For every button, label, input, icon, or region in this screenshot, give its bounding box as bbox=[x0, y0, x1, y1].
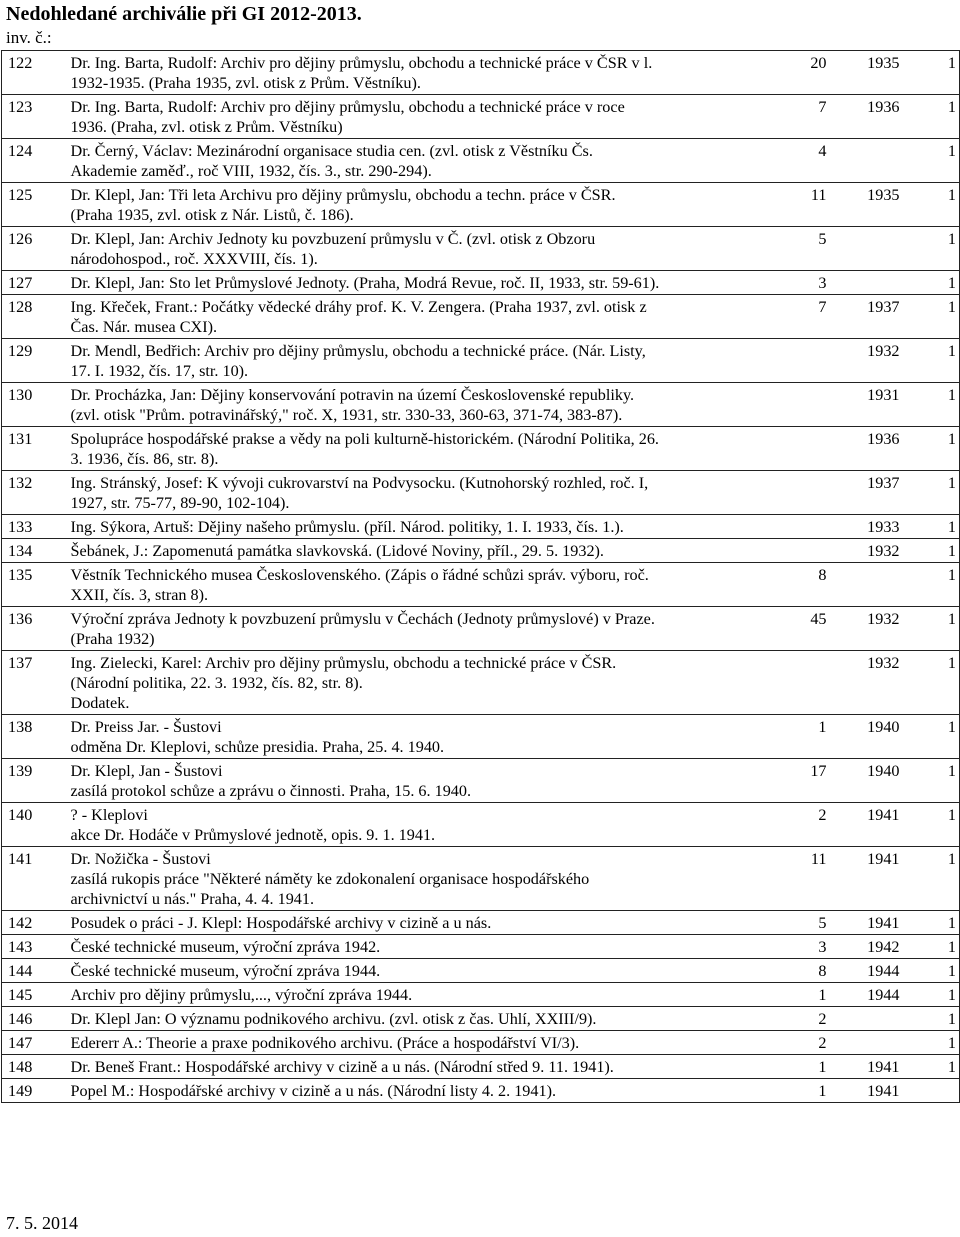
description-line: (Praha 1932) bbox=[70, 630, 155, 648]
quantity-cell: 1 bbox=[914, 471, 960, 515]
description-line: Ing. Křeček, Frant.: Počátky vědecké dráhy prof. K. V. Zengera. (Praha 1937, zvl. otisk z bbox=[70, 298, 647, 316]
description-line: Věstník Technického musea Československého. (Zápis o řádné schůzi správ. výboru, roč. bbox=[70, 566, 649, 584]
year-cell: 1940 bbox=[831, 715, 914, 759]
description-cell bbox=[66, 139, 789, 183]
table-row bbox=[2, 339, 960, 383]
quantity-cell: 1 bbox=[914, 607, 960, 651]
description-line: Popel M.: Hospodářské archivy v cizině a u nás. (Národní listy 4. 2. 1941). bbox=[70, 1082, 557, 1100]
count-cell bbox=[789, 339, 831, 383]
inventory-number-cell: 133 bbox=[2, 515, 66, 539]
table-row bbox=[2, 1031, 960, 1055]
inventory-number-cell: 146 bbox=[2, 1007, 66, 1031]
description-line: Dr. Procházka, Jan: Dějiny konservování potravin na území Československé republiky. bbox=[70, 386, 635, 404]
description-line: národohospod., roč. XXXVIII, čís. 1). bbox=[70, 250, 318, 268]
description-cell bbox=[66, 515, 789, 539]
description-cell bbox=[66, 651, 789, 715]
year-cell bbox=[831, 139, 914, 183]
count-cell: 11 bbox=[789, 847, 831, 911]
description-cell bbox=[66, 183, 789, 227]
description-line: Dr. Mendl, Bedřich: Archiv pro dějiny průmyslu, obchodu a technické práce. (Nár. Listy, bbox=[70, 342, 646, 360]
table-row bbox=[2, 227, 960, 271]
count-cell bbox=[789, 471, 831, 515]
year-cell: 1941 bbox=[831, 1079, 914, 1103]
quantity-cell: 1 bbox=[914, 271, 960, 295]
year-cell: 1937 bbox=[831, 295, 914, 339]
count-cell bbox=[789, 515, 831, 539]
inventory-number-cell: 132 bbox=[2, 471, 66, 515]
count-cell: 8 bbox=[789, 563, 831, 607]
count-cell: 5 bbox=[789, 911, 831, 935]
year-cell: 1931 bbox=[831, 383, 914, 427]
year-cell: 1940 bbox=[831, 759, 914, 803]
description-cell bbox=[66, 227, 789, 271]
table-row bbox=[2, 715, 960, 759]
description-line: Šebánek, J.: Zapomenutá památka slavkovská. (Lidové Noviny, příl., 29. 5. 1932). bbox=[70, 542, 604, 560]
year-cell: 1936 bbox=[831, 95, 914, 139]
quantity-cell: 1 bbox=[914, 51, 960, 95]
description-line: Dr. Klepl, Jan - Šustovi bbox=[70, 762, 223, 780]
table-row bbox=[2, 1079, 960, 1103]
description-cell bbox=[66, 271, 789, 295]
description-cell bbox=[66, 427, 789, 471]
table-row bbox=[2, 515, 960, 539]
quantity-cell: 1 bbox=[914, 563, 960, 607]
table-row bbox=[2, 1007, 960, 1031]
count-cell: 7 bbox=[789, 295, 831, 339]
year-cell: 1937 bbox=[831, 471, 914, 515]
quantity-cell: 1 bbox=[914, 715, 960, 759]
description-line: Posudek o práci - J. Klepl: Hospodářské archivy v cizině a u nás. bbox=[70, 914, 492, 932]
footer-date: 7. 5. 2014 bbox=[6, 1213, 78, 1233]
year-cell bbox=[831, 1007, 914, 1031]
description-cell bbox=[66, 803, 789, 847]
description-line: (Praha 1935, zvl. otisk z Nár. Listů, č. 186). bbox=[70, 206, 354, 224]
table-row bbox=[2, 983, 960, 1007]
description-cell bbox=[66, 959, 789, 983]
quantity-cell: 1 bbox=[914, 139, 960, 183]
inventory-number-cell: 131 bbox=[2, 427, 66, 471]
table-row bbox=[2, 1055, 960, 1079]
quantity-cell: 1 bbox=[914, 383, 960, 427]
table-row bbox=[2, 759, 960, 803]
description-cell bbox=[66, 983, 789, 1007]
count-cell bbox=[789, 383, 831, 427]
year-cell: 1935 bbox=[831, 183, 914, 227]
description-line: Výroční zpráva Jednoty k povzbuzení průmyslu v Čechách (Jednoty průmyslové) v Praze. bbox=[70, 610, 655, 628]
description-line: zasílá protokol schůze a zprávu o činnosti. Praha, 15. 6. 1940. bbox=[70, 782, 472, 800]
table-row bbox=[2, 471, 960, 515]
year-cell: 1932 bbox=[831, 339, 914, 383]
year-cell: 1932 bbox=[831, 607, 914, 651]
count-cell: 17 bbox=[789, 759, 831, 803]
year-cell bbox=[831, 271, 914, 295]
description-line: Ing. Zielecki, Karel: Archiv pro dějiny průmyslu, obchodu a technické práce v ČSR. bbox=[70, 654, 617, 672]
description-line: Akademie zaměď., roč VIII, 1932, čís. 3., str. 290-294). bbox=[70, 162, 432, 180]
count-cell: 8 bbox=[789, 959, 831, 983]
table-row bbox=[2, 911, 960, 935]
count-cell: 5 bbox=[789, 227, 831, 271]
year-cell: 1941 bbox=[831, 847, 914, 911]
year-cell: 1944 bbox=[831, 959, 914, 983]
description-cell bbox=[66, 935, 789, 959]
table-row bbox=[2, 295, 960, 339]
inventory-number-cell: 127 bbox=[2, 271, 66, 295]
year-cell bbox=[831, 1031, 914, 1055]
year-cell: 1933 bbox=[831, 515, 914, 539]
table-row bbox=[2, 427, 960, 471]
count-cell: 11 bbox=[789, 183, 831, 227]
inventory-number-cell: 137 bbox=[2, 651, 66, 715]
quantity-cell: 1 bbox=[914, 759, 960, 803]
inventory-number-cell: 147 bbox=[2, 1031, 66, 1055]
description-cell bbox=[66, 1031, 789, 1055]
description-line: Dr. Klepl, Jan: Archiv Jednoty ku povzbuzení průmyslu v Č. (zvl. otisk z Obzoru bbox=[70, 230, 596, 248]
inventory-number-cell: 145 bbox=[2, 983, 66, 1007]
description-line: Dr. Ing. Barta, Rudolf: Archiv pro dějiny průmyslu, obchodu a technické práce v roce bbox=[70, 98, 625, 116]
description-cell bbox=[66, 1007, 789, 1031]
inventory-number-cell: 134 bbox=[2, 539, 66, 563]
count-cell bbox=[789, 651, 831, 715]
description-line: archivnictví u nás." Praha, 4. 4. 1941. bbox=[70, 890, 315, 908]
year-cell bbox=[831, 227, 914, 271]
table-row bbox=[2, 959, 960, 983]
description-cell bbox=[66, 339, 789, 383]
inventory-number-cell: 128 bbox=[2, 295, 66, 339]
year-cell bbox=[831, 563, 914, 607]
count-cell: 2 bbox=[789, 1007, 831, 1031]
inventory-number-cell: 148 bbox=[2, 1055, 66, 1079]
quantity-cell: 1 bbox=[914, 227, 960, 271]
document-title: Nedohledané archiválie při GI 2012-2013. bbox=[6, 3, 362, 25]
year-cell: 1932 bbox=[831, 651, 914, 715]
description-line: ? - Kleplovi bbox=[70, 806, 148, 824]
description-line: Dr. Preiss Jar. - Šustovi bbox=[70, 718, 222, 736]
quantity-cell: 1 bbox=[914, 183, 960, 227]
quantity-cell: 1 bbox=[914, 651, 960, 715]
table-row bbox=[2, 847, 960, 911]
quantity-cell: 1 bbox=[914, 803, 960, 847]
quantity-cell: 1 bbox=[914, 1007, 960, 1031]
description-line: Ing. Sýkora, Artuš: Dějiny našeho průmyslu. (příl. Národ. politiky, 1. I. 1933, čís. 1.). bbox=[70, 518, 624, 536]
quantity-cell bbox=[914, 1079, 960, 1103]
inventory-number-cell: 142 bbox=[2, 911, 66, 935]
description-cell bbox=[66, 471, 789, 515]
description-line: Dr. Klepl, Jan: Tři leta Archivu pro dějiny průmyslu, obchodu a techn. práce v ČSR. bbox=[70, 186, 616, 204]
description-cell bbox=[66, 607, 789, 651]
inventory-number-cell: 140 bbox=[2, 803, 66, 847]
count-cell: 2 bbox=[789, 1031, 831, 1055]
inventory-number-cell: 135 bbox=[2, 563, 66, 607]
count-cell bbox=[789, 427, 831, 471]
inventory-number-cell: 143 bbox=[2, 935, 66, 959]
description-cell bbox=[66, 383, 789, 427]
inventory-number-cell: 125 bbox=[2, 183, 66, 227]
description-cell bbox=[66, 563, 789, 607]
table-row bbox=[2, 607, 960, 651]
inventory-number-label: inv. č.: bbox=[6, 28, 52, 47]
quantity-cell: 1 bbox=[914, 339, 960, 383]
description-line: (zvl. otisk "Prům. potravinářský," roč. X, 1931, str. 330-33, 360-63, 371-74, 383-87). bbox=[70, 406, 623, 424]
inventory-number-cell: 130 bbox=[2, 383, 66, 427]
quantity-cell: 1 bbox=[914, 1031, 960, 1055]
quantity-cell: 1 bbox=[914, 427, 960, 471]
table-row bbox=[2, 51, 960, 95]
description-line: 3. 1936, čís. 86, str. 8). bbox=[70, 450, 219, 468]
quantity-cell: 1 bbox=[914, 295, 960, 339]
inventory-number-cell: 126 bbox=[2, 227, 66, 271]
table-row bbox=[2, 271, 960, 295]
quantity-cell: 1 bbox=[914, 959, 960, 983]
count-cell: 1 bbox=[789, 1079, 831, 1103]
table-row bbox=[2, 183, 960, 227]
description-cell bbox=[66, 759, 789, 803]
year-cell: 1941 bbox=[831, 803, 914, 847]
quantity-cell: 1 bbox=[914, 539, 960, 563]
year-cell: 1944 bbox=[831, 983, 914, 1007]
description-line: Archiv pro dějiny průmyslu,..., výroční zpráva 1944. bbox=[70, 986, 413, 1004]
quantity-cell: 1 bbox=[914, 95, 960, 139]
quantity-cell: 1 bbox=[914, 515, 960, 539]
description-cell bbox=[66, 1055, 789, 1079]
description-cell bbox=[66, 51, 789, 95]
count-cell: 3 bbox=[789, 271, 831, 295]
quantity-cell: 1 bbox=[914, 911, 960, 935]
inventory-number-cell: 123 bbox=[2, 95, 66, 139]
description-line: Čas. Nár. musea CXI). bbox=[70, 318, 218, 336]
inventory-number-cell: 138 bbox=[2, 715, 66, 759]
description-cell bbox=[66, 911, 789, 935]
description-cell bbox=[66, 539, 789, 563]
description-line: Dr. Ing. Barta, Rudolf: Archiv pro dějiny průmyslu, obchodu a technické práce v ČSR v l. bbox=[70, 54, 653, 72]
table-row bbox=[2, 563, 960, 607]
count-cell: 4 bbox=[789, 139, 831, 183]
description-line: 17. I. 1932, čís. 17, str. 10). bbox=[70, 362, 249, 380]
description-line: Ing. Stránský, Josef: K vývoji cukrovarství na Podvysocku. (Kutnohorský rozhled, roč. I, bbox=[70, 474, 649, 492]
description-line: Dr. Klepl, Jan: Sto let Průmyslové Jednoty. (Praha, Modrá Revue, roč. II, 1933, str. 59-61). bbox=[70, 274, 660, 292]
count-cell: 1 bbox=[789, 715, 831, 759]
inventory-number-cell: 129 bbox=[2, 339, 66, 383]
count-cell: 2 bbox=[789, 803, 831, 847]
table-row bbox=[2, 383, 960, 427]
table-row bbox=[2, 651, 960, 715]
description-line: 1927, str. 75-77, 89-90, 102-104). bbox=[70, 494, 290, 512]
count-cell bbox=[789, 539, 831, 563]
table-row bbox=[2, 139, 960, 183]
description-line: zasílá rukopis práce "Některé náměty ke zdokonalení organisace hospodářského bbox=[70, 870, 590, 888]
description-line: odměna Dr. Kleplovi, schůze presidia. Praha, 25. 4. 1940. bbox=[70, 738, 445, 756]
description-line: Edererr A.: Theorie a praxe podnikového archivu. (Práce a hospodářství VI/3). bbox=[70, 1034, 580, 1052]
description-line: Dodatek. bbox=[70, 694, 130, 712]
year-cell: 1935 bbox=[831, 51, 914, 95]
year-cell: 1941 bbox=[831, 1055, 914, 1079]
quantity-cell: 1 bbox=[914, 1055, 960, 1079]
description-cell bbox=[66, 847, 789, 911]
description-line: Dr. Beneš Frant.: Hospodářské archivy v cizině a u nás. (Národní střed 9. 11. 1941). bbox=[70, 1058, 614, 1076]
inventory-number-cell: 144 bbox=[2, 959, 66, 983]
description-line: České technické museum, výroční zpráva 1942. bbox=[70, 938, 381, 956]
records-table-body bbox=[2, 51, 960, 1103]
description-line: Dr. Nožička - Šustovi bbox=[70, 850, 211, 868]
inventory-number-cell: 139 bbox=[2, 759, 66, 803]
quantity-cell: 1 bbox=[914, 935, 960, 959]
year-cell: 1941 bbox=[831, 911, 914, 935]
table-row bbox=[2, 539, 960, 563]
count-cell: 1 bbox=[789, 983, 831, 1007]
description-line: XXII, čís. 3, stran 8). bbox=[70, 586, 209, 604]
description-line: České technické museum, výroční zpráva 1944. bbox=[70, 962, 381, 980]
inventory-number-cell: 122 bbox=[2, 51, 66, 95]
quantity-cell: 1 bbox=[914, 983, 960, 1007]
description-line: 1932-1935. (Praha 1935, zvl. otisk z Prům. Věstníku). bbox=[70, 74, 421, 92]
inventory-number-cell: 149 bbox=[2, 1079, 66, 1103]
description-line: 1936. (Praha, zvl. otisk z Prům. Věstníku) bbox=[70, 118, 343, 136]
year-cell: 1942 bbox=[831, 935, 914, 959]
count-cell: 3 bbox=[789, 935, 831, 959]
description-line: Spolupráce hospodářské prakse a vědy na poli kulturně-historickém. (Národní Politika, 26. bbox=[70, 430, 659, 448]
description-line: (Národní politika, 22. 3. 1932, čís. 82, str. 8). bbox=[70, 674, 363, 692]
inventory-number-cell: 124 bbox=[2, 139, 66, 183]
description-line: akce Dr. Hodáče v Průmyslové jednotě, opis. 9. 1. 1941. bbox=[70, 826, 436, 844]
inventory-number-cell: 136 bbox=[2, 607, 66, 651]
table-row bbox=[2, 803, 960, 847]
description-cell bbox=[66, 95, 789, 139]
description-line: Dr. Klepl Jan: O významu podnikového archivu. (zvl. otisk z čas. Uhlí, XXIII/9). bbox=[70, 1010, 597, 1028]
description-cell bbox=[66, 295, 789, 339]
count-cell: 7 bbox=[789, 95, 831, 139]
description-cell bbox=[66, 715, 789, 759]
table-row bbox=[2, 935, 960, 959]
count-cell: 45 bbox=[789, 607, 831, 651]
description-line: Dr. Černý, Václav: Mezinárodní organisace studia cen. (zvl. otisk z Věstníku Čs. bbox=[70, 142, 593, 160]
inventory-number-cell: 141 bbox=[2, 847, 66, 911]
description-cell bbox=[66, 1079, 789, 1103]
records-table bbox=[1, 50, 960, 1103]
year-cell: 1936 bbox=[831, 427, 914, 471]
year-cell: 1932 bbox=[831, 539, 914, 563]
quantity-cell: 1 bbox=[914, 847, 960, 911]
count-cell: 20 bbox=[789, 51, 831, 95]
count-cell: 1 bbox=[789, 1055, 831, 1079]
table-row bbox=[2, 95, 960, 139]
